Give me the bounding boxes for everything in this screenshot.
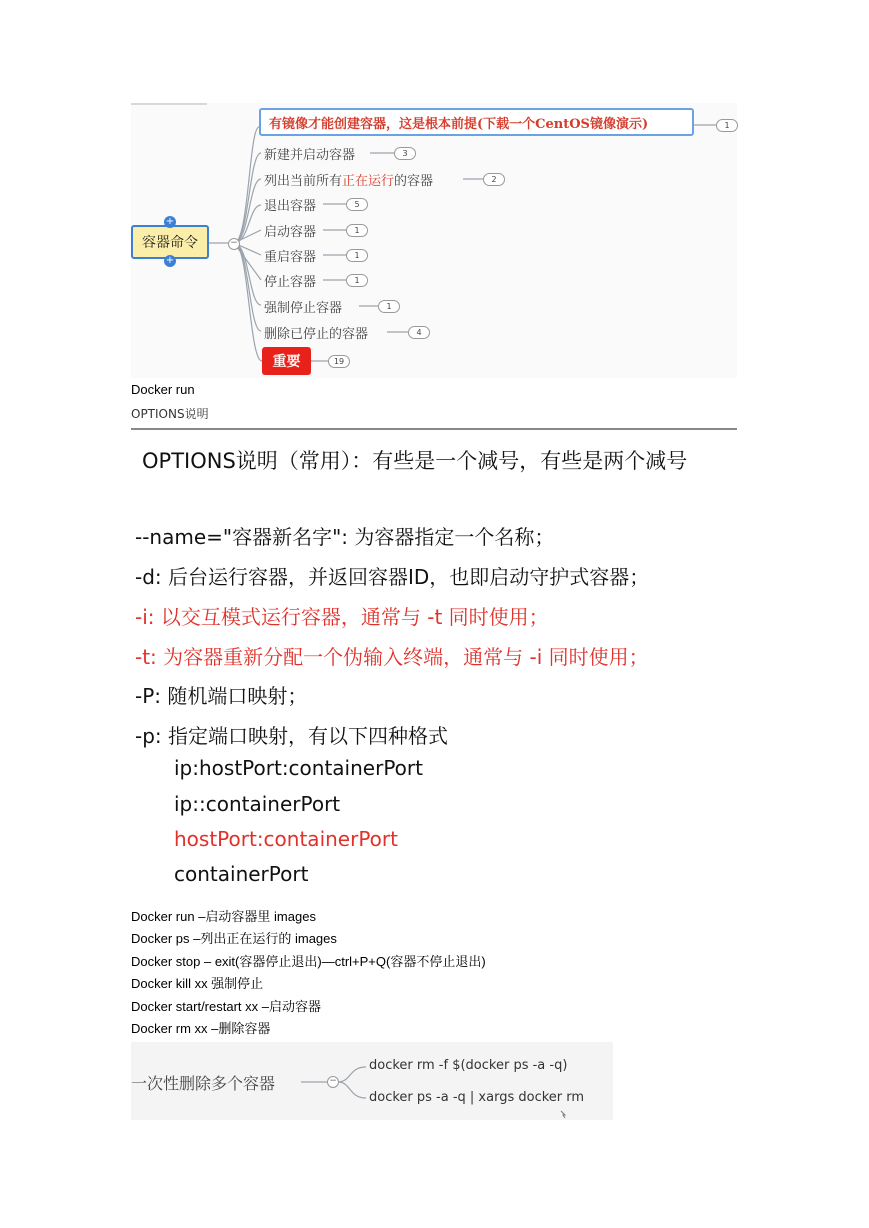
note-line: Docker kill xx 强制停止 bbox=[131, 976, 264, 991]
count-badge[interactable]: 2 bbox=[483, 173, 505, 186]
bulk-remove-mindmap bbox=[131, 1042, 613, 1120]
mindmap2-root[interactable]: 一次性删除多个容器 bbox=[131, 1074, 276, 1093]
count-badge[interactable]: 19 bbox=[328, 355, 350, 368]
count-badge[interactable]: 1 bbox=[346, 224, 368, 237]
port-format: containerPort bbox=[174, 862, 309, 886]
count-badge[interactable]: 1 bbox=[378, 300, 400, 313]
count-badge[interactable]: 3 bbox=[394, 147, 416, 160]
branch-exit[interactable]: 退出容器 bbox=[264, 199, 317, 214]
mindmap-connectors bbox=[131, 103, 737, 378]
count-badge[interactable]: 1 bbox=[346, 249, 368, 262]
note-line: Docker stop – exit(容器停止退出)—ctrl+P+Q(容器不停止退出) bbox=[131, 954, 486, 969]
count-badge[interactable]: 5 bbox=[346, 198, 368, 211]
note-line: Docker start/restart xx –启动容器 bbox=[131, 999, 321, 1014]
count-badge[interactable]: 1 bbox=[346, 274, 368, 287]
note-line: Docker run –启动容器里 images bbox=[131, 909, 316, 924]
port-format: ip:hostPort:containerPort bbox=[174, 756, 423, 780]
caption-docker-run: Docker run bbox=[131, 382, 195, 397]
options-heading: OPTIONS说明（常用）：有些是一个减号，有些是两个减号 bbox=[142, 449, 688, 473]
collapse-icon[interactable]: − bbox=[228, 238, 240, 250]
port-format: ip::containerPort bbox=[174, 792, 341, 816]
count-badge[interactable]: 4 bbox=[408, 326, 430, 339]
port-format: hostPort:containerPort bbox=[174, 827, 398, 851]
branch-list-running[interactable] bbox=[264, 170, 433, 189]
branch-label-red: 正在运行 bbox=[342, 174, 395, 189]
mindmap-root-node[interactable]: 容器命令 bbox=[131, 225, 209, 259]
branch-important[interactable]: 重要 bbox=[262, 347, 311, 375]
branch-image-prerequisite[interactable] bbox=[259, 108, 694, 136]
option-i: -i: 以交互模式运行容器，通常与 -t 同时使用； bbox=[135, 605, 549, 629]
expand-up-icon[interactable]: + bbox=[165, 216, 175, 227]
command-item[interactable]: docker ps -a -q | xargs docker rm bbox=[369, 1090, 585, 1105]
option-d: -d: 后台运行容器，并返回容器ID，也即启动守护式容器； bbox=[135, 565, 650, 589]
command-item[interactable]: docker rm -f $(docker ps -a -q) bbox=[369, 1058, 568, 1073]
branch-label: 有镜像才能创建容器，这是根本前提(下载一个CentOS镜像演示) bbox=[269, 116, 649, 132]
option-name: --name="容器新名字": 为容器指定一个名称； bbox=[135, 525, 555, 549]
branch-label-pre: 列出当前所有 bbox=[264, 174, 343, 189]
option-t: -t: 为容器重新分配一个伪输入终端，通常与 -i 同时使用； bbox=[135, 645, 649, 669]
note-line: Docker ps –列出正在运行的 images bbox=[131, 931, 337, 946]
note-line: Docker rm xx –删除容器 bbox=[131, 1021, 271, 1036]
branch-remove-stopped[interactable]: 删除已停止的容器 bbox=[264, 327, 369, 342]
collapse-icon[interactable]: − bbox=[327, 1076, 339, 1088]
branch-label-post: 的容器 bbox=[394, 174, 434, 189]
count-badge[interactable]: 1 bbox=[716, 119, 738, 132]
branch-stop[interactable]: 停止容器 bbox=[264, 275, 317, 290]
options-image-title: OPTIONS说明 bbox=[131, 407, 209, 421]
expand-down-icon[interactable]: + bbox=[165, 255, 175, 266]
options-image bbox=[131, 430, 737, 900]
branch-restart[interactable]: 重启容器 bbox=[264, 250, 317, 265]
branch-start[interactable]: 启动容器 bbox=[264, 225, 317, 240]
container-commands-mindmap bbox=[131, 103, 737, 378]
option-p: -p: 指定端口映射，有以下四种格式 bbox=[135, 724, 449, 748]
branch-create-start[interactable]: 新建并启动容器 bbox=[264, 148, 356, 163]
branch-force-stop[interactable]: 强制停止容器 bbox=[264, 301, 343, 316]
option-P: -P: 随机端口映射； bbox=[135, 684, 308, 708]
